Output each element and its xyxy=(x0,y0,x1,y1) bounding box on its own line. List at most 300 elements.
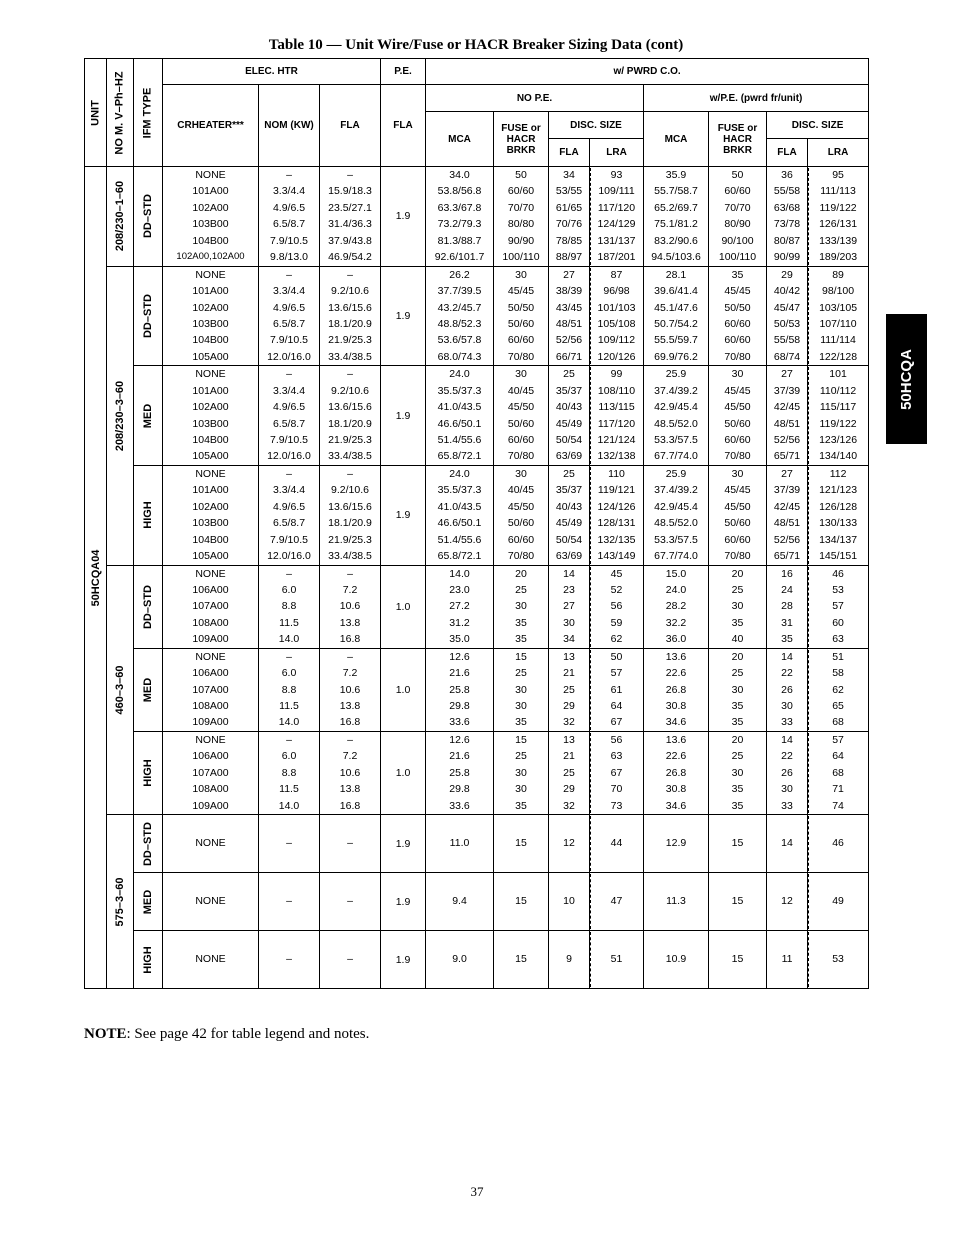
mca-w-pe-value: 15.0 xyxy=(665,567,687,580)
disc-fla-no-pe-value: 25 xyxy=(563,683,575,696)
fuse-w-pe-value: 45/45 xyxy=(724,484,751,497)
disc-lra-no-pe-value: 117/120 xyxy=(597,417,636,430)
fuse-w-pe-value: 70/80 xyxy=(724,450,751,463)
disc-fla-w-pe-value: 12 xyxy=(781,895,793,908)
mca-no-pe-value: 24.0 xyxy=(449,368,470,381)
mca-w-pe-value: 42.9/45.4 xyxy=(654,401,698,414)
crheater-column xyxy=(163,366,259,466)
fuse-w-pe-value: 50/60 xyxy=(724,517,751,530)
disc-lra-no-pe-value: 51 xyxy=(610,953,623,966)
fuse-no-pe-value: 60/60 xyxy=(507,334,535,347)
crheater-column xyxy=(163,731,259,814)
mca-w-pe-value: 30.8 xyxy=(665,783,687,796)
crheater-value: 108A00 xyxy=(192,783,229,796)
disc-lra-no-pe-value: 67 xyxy=(610,766,623,779)
disc-lra-w-pe-column xyxy=(808,648,869,731)
fuse-w-pe-value: 40 xyxy=(731,633,744,646)
crheater-value: NONE xyxy=(195,953,226,966)
mca-w-pe-value: 34.6 xyxy=(665,799,687,812)
disc-fla-w-pe-column xyxy=(767,565,808,648)
disc-fla-w-pe-value: 36 xyxy=(781,169,793,181)
disc-fla-no-pe-value: 40/43 xyxy=(555,500,583,513)
disc-lra-w-pe-column xyxy=(808,266,869,366)
header-disc-w-pe: DISC. SIZE xyxy=(767,112,869,139)
fuse-no-pe-column xyxy=(494,565,549,648)
fuse-w-pe-value: 70/70 xyxy=(724,201,751,214)
pe-fla-cell: 1.9 xyxy=(381,167,426,267)
crheater-value: 101A00 xyxy=(192,384,229,397)
mca-no-pe-value: 41.0/43.5 xyxy=(437,500,482,513)
fuse-no-pe-value: 15 xyxy=(515,895,527,908)
fuse-w-pe-column xyxy=(709,731,767,814)
disc-lra-w-pe-value: 57 xyxy=(832,600,844,613)
mca-w-pe-value: 42.9/45.4 xyxy=(654,500,698,513)
disc-lra-no-pe-value: 45 xyxy=(610,567,623,580)
disc-fla-w-pe-value: 48/51 xyxy=(773,417,801,430)
fuse-w-pe-column xyxy=(709,565,767,648)
htr-fla-value: 7.2 xyxy=(342,667,358,680)
fuse-w-pe-value: 25 xyxy=(731,583,744,596)
htr-fla-value: 7.2 xyxy=(342,750,358,763)
disc-fla-w-pe-value: 11 xyxy=(781,953,793,966)
fuse-w-pe-value: 60/60 xyxy=(724,434,751,446)
htr-fla-value: 10.6 xyxy=(339,600,361,613)
nom-kw-value: 12.0/16.0 xyxy=(267,550,311,563)
crheater-value: 109A00 xyxy=(192,716,229,729)
fuse-no-pe-value: 45/50 xyxy=(507,401,535,414)
mca-no-pe-column xyxy=(426,565,494,648)
mca-no-pe-value: 24.0 xyxy=(449,467,470,480)
fuse-no-pe-value: 25 xyxy=(515,583,527,596)
fuse-no-pe-value: 50 xyxy=(515,169,527,181)
htr-fla-column xyxy=(320,266,381,366)
crheater-value: 105A00 xyxy=(192,350,229,363)
disc-lra-w-pe-value: 60 xyxy=(832,616,844,629)
disc-fla-no-pe-value: 78/85 xyxy=(555,234,583,247)
disc-lra-no-pe-value: 96/98 xyxy=(603,285,630,298)
htr-fla-value: 46.9/54.2 xyxy=(328,251,372,264)
crheater-value: 101A00 xyxy=(192,285,229,298)
fuse-w-pe-value: 25 xyxy=(731,750,744,763)
mca-no-pe-column xyxy=(426,465,494,565)
crheater-column xyxy=(163,266,259,366)
mca-no-pe-value: 46.6/50.1 xyxy=(437,417,482,430)
disc-lra-no-pe-value: 128/131 xyxy=(597,517,636,530)
fuse-w-pe-value: 30 xyxy=(731,683,744,696)
disc-lra-no-pe-value: 124/126 xyxy=(597,500,636,513)
disc-fla-no-pe-value: 14 xyxy=(563,567,575,580)
crheater-value: NONE xyxy=(195,467,226,480)
disc-lra-no-pe-column xyxy=(590,931,644,989)
pe-fla-cell: 1.9 xyxy=(381,465,426,565)
disc-fla-no-pe-column xyxy=(549,648,590,731)
fuse-no-pe-value: 35 xyxy=(515,633,527,646)
header-disc-no-pe: DISC. SIZE xyxy=(549,112,644,139)
disc-lra-w-pe-value: 112 xyxy=(829,467,847,480)
mca-w-pe-value: 28.1 xyxy=(665,268,687,281)
disc-lra-no-pe-value: 44 xyxy=(610,837,623,850)
header-mca-no-pe: MCA xyxy=(426,112,494,167)
fuse-w-pe-column xyxy=(709,266,767,366)
fuse-w-pe-value: 70/80 xyxy=(724,350,751,363)
htr-fla-value: – xyxy=(347,169,353,181)
wire-fuse-table xyxy=(84,58,869,989)
fuse-no-pe-value: 35 xyxy=(515,716,527,729)
header-disc-fla-w-pe: FLA xyxy=(767,139,808,167)
disc-lra-no-pe-value: 47 xyxy=(610,895,623,908)
nom-kw-column xyxy=(259,731,320,814)
disc-lra-no-pe-value: 67 xyxy=(610,716,623,729)
nom-kw-value: 11.5 xyxy=(279,700,299,712)
htr-fla-value: 33.4/38.5 xyxy=(328,450,372,463)
crheater-value: 102A00 xyxy=(192,500,229,513)
disc-lra-w-pe-value: 68 xyxy=(832,766,844,779)
nom-kw-value: 8.8 xyxy=(281,766,297,779)
htr-fla-value: 33.4/38.5 xyxy=(328,550,372,563)
htr-fla-column xyxy=(320,366,381,466)
disc-lra-w-pe-value: 98/100 xyxy=(822,285,855,298)
voltage-cell: 575–3–60 xyxy=(107,815,134,989)
mca-w-pe-value: 67.7/74.0 xyxy=(654,550,698,563)
fuse-no-pe-value: 100/110 xyxy=(502,251,540,264)
disc-fla-no-pe-value: 10 xyxy=(563,895,575,908)
disc-fla-w-pe-value: 22 xyxy=(781,667,793,680)
disc-fla-w-pe-column xyxy=(767,366,808,466)
disc-lra-w-pe-value: 68 xyxy=(832,716,844,729)
crheater-column xyxy=(163,873,259,931)
crheater-value: 107A00 xyxy=(192,683,229,696)
ifm-type-cell: MED xyxy=(134,366,163,466)
disc-lra-w-pe-value: 53 xyxy=(832,953,844,966)
disc-lra-no-pe-value: 56 xyxy=(610,600,623,613)
disc-lra-w-pe-column xyxy=(808,366,869,466)
fuse-no-pe-value: 70/80 xyxy=(507,350,535,363)
fuse-no-pe-value: 30 xyxy=(515,600,527,613)
disc-lra-w-pe-value: 101 xyxy=(829,368,847,381)
htr-fla-value: 13.6/15.6 xyxy=(328,500,372,513)
table-row xyxy=(85,873,869,931)
disc-lra-w-pe-value: 95 xyxy=(832,169,844,181)
mca-w-pe-value: 35.9 xyxy=(665,169,687,181)
mca-no-pe-column xyxy=(426,815,494,873)
htr-fla-column xyxy=(320,815,381,873)
htr-fla-column xyxy=(320,648,381,731)
nom-kw-value: 7.9/10.5 xyxy=(270,434,308,446)
disc-lra-w-pe-value: 103/105 xyxy=(819,301,858,314)
disc-fla-no-pe-value: 70/76 xyxy=(555,218,583,231)
mca-w-pe-value: 11.3 xyxy=(666,895,686,908)
htr-fla-value: – xyxy=(347,268,353,281)
fuse-w-pe-value: 60/60 xyxy=(724,317,751,330)
fuse-no-pe-value: 50/50 xyxy=(507,301,535,314)
disc-fla-no-pe-value: 45/49 xyxy=(555,417,583,430)
fuse-no-pe-value: 50/60 xyxy=(507,317,535,330)
disc-fla-no-pe-value: 13 xyxy=(563,733,575,746)
disc-lra-w-pe-value: 63 xyxy=(832,633,844,646)
htr-fla-value: 33.4/38.5 xyxy=(328,350,372,363)
disc-fla-no-pe-value: 35/37 xyxy=(555,484,583,497)
fuse-no-pe-value: 15 xyxy=(515,733,527,746)
mca-w-pe-column xyxy=(644,815,709,873)
nom-kw-value: 7.9/10.5 xyxy=(270,334,308,347)
ifm-type-cell: MED xyxy=(134,873,163,931)
disc-fla-no-pe-value: 25 xyxy=(563,766,575,779)
mca-w-pe-value: 75.1/81.2 xyxy=(654,218,698,231)
disc-fla-no-pe-value: 48/51 xyxy=(555,317,583,330)
mca-no-pe-value: 12.6 xyxy=(449,733,470,746)
fuse-no-pe-column xyxy=(494,931,549,989)
disc-fla-no-pe-value: 52/56 xyxy=(555,334,583,347)
htr-fla-value: – xyxy=(347,733,353,746)
fuse-no-pe-column xyxy=(494,167,549,267)
mca-w-pe-value: 36.0 xyxy=(665,633,687,646)
disc-fla-w-pe-value: 24 xyxy=(781,583,793,596)
mca-w-pe-column xyxy=(644,465,709,565)
crheater-value: 101A00 xyxy=(192,484,229,497)
disc-lra-w-pe-column xyxy=(808,873,869,931)
mca-w-pe-value: 10.9 xyxy=(665,953,687,966)
disc-fla-no-pe-column xyxy=(549,873,590,931)
disc-lra-no-pe-column xyxy=(590,873,644,931)
table-title: Table 10 — Unit Wire/Fuse or HACR Breaker Sizing Data (cont) xyxy=(268,37,684,53)
crheater-value: 102A00 xyxy=(192,301,229,314)
htr-fla-value: 13.6/15.6 xyxy=(328,301,372,314)
fuse-no-pe-column xyxy=(494,648,549,731)
disc-lra-no-pe-value: 110 xyxy=(608,467,625,480)
fuse-w-pe-value: 45/50 xyxy=(724,401,751,414)
crheater-value: 104B00 xyxy=(192,234,229,247)
disc-lra-w-pe-value: 49 xyxy=(832,895,844,908)
disc-fla-w-pe-column xyxy=(767,731,808,814)
disc-fla-w-pe-value: 42/45 xyxy=(773,500,801,513)
fuse-w-pe-value: 60/60 xyxy=(724,334,751,347)
htr-fla-value: 7.2 xyxy=(342,583,358,596)
mca-w-pe-value: 37.4/39.2 xyxy=(654,484,698,497)
pe-fla-cell: 1.0 xyxy=(381,731,426,814)
crheater-value: 103B00 xyxy=(192,218,229,231)
disc-fla-w-pe-value: 33 xyxy=(781,799,793,812)
disc-fla-no-pe-value: 38/39 xyxy=(555,285,583,298)
voltage-cell: 208/230–3–60 xyxy=(107,266,134,565)
nom-kw-value: – xyxy=(286,895,292,908)
nom-kw-column xyxy=(259,815,320,873)
disc-fla-no-pe-value: 32 xyxy=(563,799,575,812)
disc-lra-w-pe-value: 74 xyxy=(832,799,844,812)
crheater-column xyxy=(163,931,259,989)
mca-w-pe-column xyxy=(644,366,709,466)
crheater-value: NONE xyxy=(195,895,226,908)
mca-no-pe-value: 65.8/72.1 xyxy=(437,450,482,463)
disc-fla-no-pe-value: 45/49 xyxy=(555,517,583,530)
nom-kw-column xyxy=(259,931,320,989)
disc-fla-w-pe-value: 16 xyxy=(781,567,793,580)
crheater-value: 109A00 xyxy=(192,633,229,646)
disc-fla-w-pe-value: 37/39 xyxy=(773,384,801,397)
disc-fla-no-pe-value: 25 xyxy=(563,467,575,480)
mca-no-pe-value: 25.8 xyxy=(449,766,470,779)
fuse-no-pe-column xyxy=(494,731,549,814)
htr-fla-value: 13.8 xyxy=(339,700,361,712)
disc-lra-no-pe-value: 57 xyxy=(610,667,623,680)
unit-cell: 50HCQA04 xyxy=(85,167,107,989)
header-crheater: CRHEATER*** xyxy=(163,85,259,167)
fuse-w-pe-value: 15 xyxy=(731,837,744,850)
nom-kw-value: – xyxy=(286,368,292,381)
table-row xyxy=(85,931,869,989)
disc-lra-no-pe-value: 120/126 xyxy=(597,350,636,363)
fuse-w-pe-value: 15 xyxy=(731,895,744,908)
mca-w-pe-value: 53.3/57.5 xyxy=(654,434,698,446)
disc-lra-no-pe-value: 121/124 xyxy=(597,434,636,446)
disc-lra-w-pe-value: 134/137 xyxy=(819,533,858,546)
crheater-value: NONE xyxy=(195,733,226,746)
disc-fla-no-pe-column xyxy=(549,366,590,466)
mca-no-pe-column xyxy=(426,931,494,989)
disc-lra-w-pe-value: 122/128 xyxy=(819,350,858,363)
disc-lra-w-pe-value: 53 xyxy=(832,583,844,596)
header-pe: P.E. xyxy=(381,59,426,85)
header-w-pe: w/P.E. (pwrd fr/unit) xyxy=(644,85,869,112)
nom-kw-value: 3.3/4.4 xyxy=(272,285,306,298)
table-row xyxy=(85,167,869,267)
table-row xyxy=(85,731,869,814)
nom-kw-value: – xyxy=(286,733,292,746)
crheater-column xyxy=(163,465,259,565)
htr-fla-value: 10.6 xyxy=(339,766,361,779)
disc-fla-no-pe-value: 63/69 xyxy=(555,550,583,563)
disc-lra-w-pe-value: 107/110 xyxy=(819,317,857,330)
mca-w-pe-value: 22.6 xyxy=(665,667,687,680)
header-nom-kw: NOM (KW) xyxy=(259,85,320,167)
disc-fla-no-pe-column xyxy=(549,167,590,267)
disc-lra-w-pe-value: 134/140 xyxy=(819,450,858,463)
htr-fla-value: 16.8 xyxy=(339,716,361,729)
mca-w-pe-value: 37.4/39.2 xyxy=(654,384,698,397)
mca-no-pe-value: 21.6 xyxy=(449,750,470,763)
fuse-no-pe-value: 60/60 xyxy=(507,533,535,546)
mca-no-pe-value: 35.5/37.3 xyxy=(437,384,482,397)
disc-fla-w-pe-value: 35 xyxy=(781,633,793,646)
fuse-no-pe-value: 70/80 xyxy=(507,450,535,463)
mca-no-pe-value: 41.0/43.5 xyxy=(437,401,482,414)
crheater-column xyxy=(163,565,259,648)
fuse-w-pe-value: 60/60 xyxy=(724,533,751,546)
disc-lra-no-pe-value: 105/108 xyxy=(597,317,636,330)
fuse-w-pe-value: 100/110 xyxy=(718,251,757,264)
fuse-no-pe-column xyxy=(494,815,549,873)
disc-lra-no-pe-value: 132/135 xyxy=(597,533,636,546)
disc-lra-w-pe-value: 119/122 xyxy=(819,417,857,430)
disc-fla-no-pe-column xyxy=(549,465,590,565)
disc-lra-w-pe-value: 46 xyxy=(832,837,844,850)
nom-kw-value: 6.5/8.7 xyxy=(272,517,306,530)
disc-fla-no-pe-value: 27 xyxy=(563,600,575,613)
disc-lra-no-pe-value: 99 xyxy=(610,368,623,381)
ifm-type-cell: DD–STD xyxy=(134,167,163,267)
header-fuse-no-pe: FUSE or HACR BRKR xyxy=(494,112,549,167)
disc-lra-w-pe-column xyxy=(808,731,869,814)
pe-fla-cell: 1.9 xyxy=(381,266,426,366)
table-body xyxy=(85,167,869,989)
mca-w-pe-column xyxy=(644,565,709,648)
htr-fla-column xyxy=(320,465,381,565)
disc-fla-w-pe-value: 33 xyxy=(781,716,793,729)
pe-fla-cell: 1.9 xyxy=(381,815,426,873)
mca-no-pe-value: 34.0 xyxy=(449,169,470,181)
disc-fla-w-pe-value: 22 xyxy=(781,750,793,763)
disc-fla-w-pe-value: 14 xyxy=(781,837,793,850)
table-row xyxy=(85,266,869,366)
mca-no-pe-value: 27.2 xyxy=(449,600,470,613)
disc-fla-w-pe-column xyxy=(767,931,808,989)
disc-fla-no-pe-value: 25 xyxy=(563,368,575,381)
htr-fla-column xyxy=(320,167,381,267)
htr-fla-value: – xyxy=(347,953,353,966)
disc-fla-no-pe-value: 21 xyxy=(563,667,575,680)
htr-fla-value: 13.6/15.6 xyxy=(328,401,372,414)
mca-no-pe-value: 53.8/56.8 xyxy=(437,185,482,198)
disc-lra-w-pe-column xyxy=(808,815,869,873)
fuse-w-pe-value: 25 xyxy=(731,667,744,680)
crheater-value: NONE xyxy=(195,837,226,850)
mca-w-pe-value: 22.6 xyxy=(665,750,687,763)
disc-fla-no-pe-value: 23 xyxy=(563,583,575,596)
mca-w-pe-value: 53.3/57.5 xyxy=(654,533,698,546)
disc-lra-no-pe-value: 73 xyxy=(610,799,623,812)
crheater-value: 103B00 xyxy=(192,417,229,430)
disc-fla-w-pe-value: 52/56 xyxy=(773,533,801,546)
crheater-column xyxy=(163,167,259,267)
mca-w-pe-value: 55.5/59.7 xyxy=(654,334,698,347)
mca-no-pe-value: 35.0 xyxy=(449,633,470,646)
mca-no-pe-value: 12.6 xyxy=(449,650,470,663)
fuse-w-pe-column xyxy=(709,366,767,466)
disc-fla-w-pe-value: 48/51 xyxy=(773,517,801,530)
table-row xyxy=(85,366,869,466)
disc-lra-no-pe-value: 108/110 xyxy=(597,384,636,397)
nom-kw-value: 4.9/6.5 xyxy=(272,401,306,414)
mca-no-pe-value: 26.2 xyxy=(449,268,470,281)
disc-lra-no-pe-value: 50 xyxy=(610,650,623,663)
mca-no-pe-value: 46.6/50.1 xyxy=(437,517,482,530)
crheater-value: 104B00 xyxy=(192,434,229,446)
disc-lra-w-pe-value: 110/112 xyxy=(819,384,857,397)
mca-w-pe-value: 83.2/90.6 xyxy=(654,234,698,247)
disc-fla-no-pe-value: 21 xyxy=(563,750,575,763)
fuse-w-pe-value: 35 xyxy=(731,268,744,281)
disc-lra-no-pe-value: 143/149 xyxy=(597,550,636,563)
disc-lra-no-pe-value: 59 xyxy=(610,616,623,629)
disc-fla-no-pe-value: 34 xyxy=(563,633,575,646)
fuse-w-pe-value: 45/45 xyxy=(724,285,751,298)
nom-kw-value: – xyxy=(286,650,292,663)
disc-fla-w-pe-column xyxy=(767,873,808,931)
fuse-w-pe-value: 90/100 xyxy=(721,234,754,247)
mca-no-pe-column xyxy=(426,731,494,814)
nom-kw-value: 4.9/6.5 xyxy=(272,301,306,314)
nom-kw-value: 12.0/16.0 xyxy=(267,450,311,463)
ifm-type-cell: HIGH xyxy=(134,465,163,565)
nom-kw-column xyxy=(259,565,320,648)
nom-kw-value: – xyxy=(286,837,292,850)
mca-no-pe-value: 11.0 xyxy=(449,837,470,850)
header-disc-lra-no-pe: LRA xyxy=(590,139,644,167)
crheater-value: 106A00 xyxy=(192,583,229,596)
fuse-w-pe-value: 15 xyxy=(731,953,744,966)
fuse-w-pe-value: 45/45 xyxy=(724,384,751,397)
mca-w-pe-column xyxy=(644,931,709,989)
mca-no-pe-value: 48.8/52.3 xyxy=(437,317,482,330)
